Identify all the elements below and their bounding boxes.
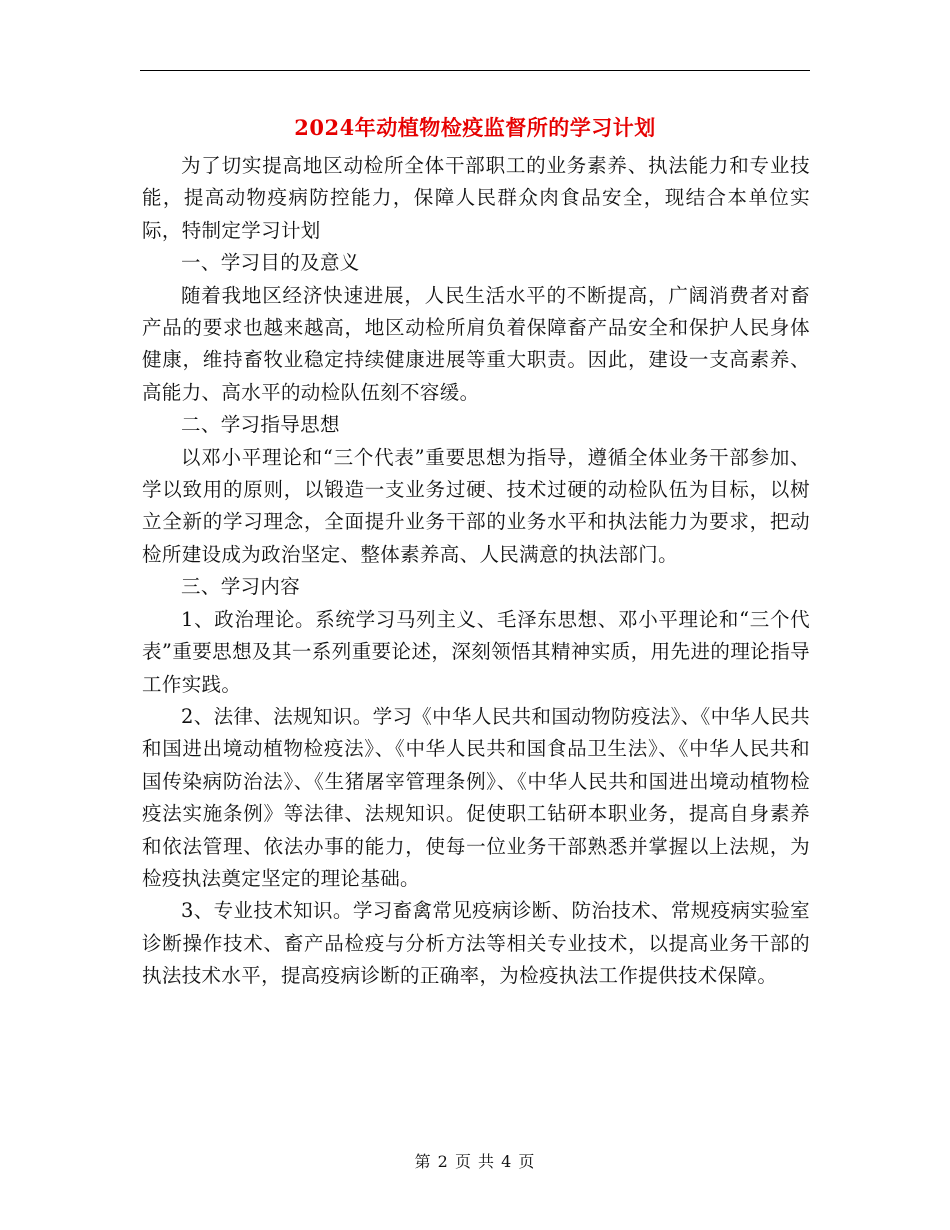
section-heading-guiding-thought: 二、学习指导思想: [181, 413, 340, 437]
section-heading-purpose: 一、学习目的及意义: [181, 251, 360, 275]
content-item-politics: 1、政治理论。系统学习马列主义、毛泽东思想、邓小平理论和“三个代表”重要思想及其一系列重要论述，深刻领悟其精神实质，用先进的理论指导工作实践。: [142, 607, 810, 696]
content-item-technical: 3、专业技术知识。学习畜禽常见疫病诊断、防治技术、常规疫病实验室诊断操作技术、畜产品检疫与分析方法等相关专业技术，以提高业务干部的执法技术水平，提高疫病诊断的正确率，为检疫执法工作提供技术保障。: [142, 899, 810, 988]
purpose-paragraph: 随着我地区经济快速进展，人民生活水平的不断提高，广阔消费者对畜产品的要求也越来越高，地区动检所肩负着保障畜产品安全和保护人民身体健康，维持畜牧业稳定持续健康进展等重大职责。因此，建设一支高素养、高能力、高水平的动检队伍刻不容缓。: [142, 283, 810, 404]
page-number: 第 2 页 共 4 页: [414, 1152, 536, 1171]
intro-paragraph: 为了切实提高地区动检所全体干部职工的业务素养、执法能力和专业技能，提高动物疫病防控能力，保障人民群众肉食品安全，现结合本单位实际，特制定学习计划: [142, 154, 810, 242]
document-title: 2024年动植物检疫监督所的学习计划: [294, 115, 656, 140]
section-heading-content: 三、学习内容: [181, 575, 301, 599]
document-body: [142, 150, 810, 993]
guiding-thought-paragraph: 以邓小平理论和“三个代表”重要思想为指导，遵循全体业务干部参加、学以致用的原则，以锻造一支业务过硬、技术过硬的动检队伍为目标，以树立全新的学习理念，全面提升业务干部的业务水平和执法能力为要求，把动检所建设成为政治坚定、整体素养高、人民满意的执法部门。: [142, 445, 810, 566]
content-item-laws: 2、法律、法规知识。学习《中华人民共和国动物防疫法》、《中华人民共和国进出境动植物检疫法》、《中华人民共和国食品卫生法》、《中华人民共和国传染病防治法》、《生猪屠宰管理条例》、《中华人民共和国进出境动植物检疫法实施条例》等法律、法规知识。促使职工钻研本职业务，提高自身素养和依法管理、依法办事的能力，使每一位业务干部熟悉并掌握以上法规，为检疫执法奠定坚定的理论基础。: [142, 704, 810, 890]
header-rule: [140, 70, 810, 71]
